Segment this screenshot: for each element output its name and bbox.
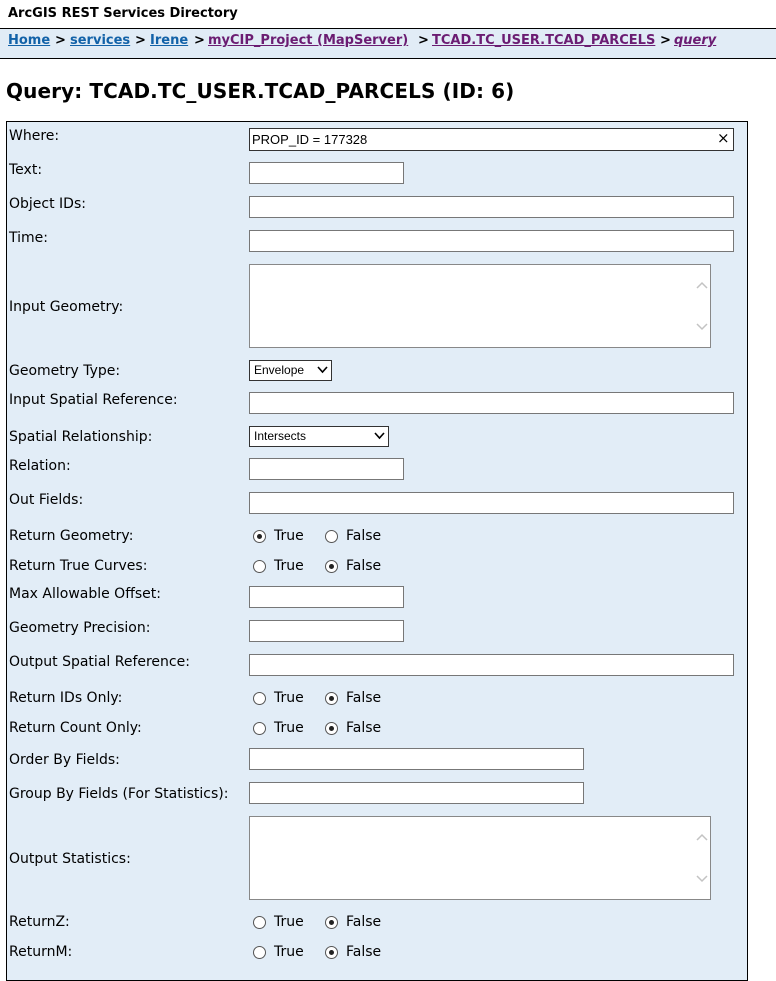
breadcrumb-service-link[interactable]: myCIP_Project (MapServer) bbox=[208, 33, 409, 48]
return-z-true-radio[interactable] bbox=[253, 916, 266, 929]
breadcrumb-query-link[interactable]: query bbox=[674, 33, 717, 48]
geometry-type-value: Envelope bbox=[254, 363, 305, 377]
breadcrumb bbox=[0, 29, 776, 59]
return-true-curves-label: Return True Curves: bbox=[9, 558, 148, 574]
return-true-curves-false-label: False bbox=[346, 558, 382, 574]
text-input[interactable] bbox=[249, 162, 404, 184]
group-by-label: Group By Fields (For Statistics): bbox=[9, 786, 229, 802]
clear-icon[interactable]: × bbox=[717, 129, 730, 147]
return-ids-only-true-label: True bbox=[274, 690, 304, 706]
chevron-down-icon bbox=[317, 366, 328, 374]
breadcrumb-separator: > bbox=[55, 33, 66, 48]
scroll-up-icon[interactable] bbox=[696, 833, 708, 841]
breadcrumb-separator: > bbox=[135, 33, 146, 48]
output-statistics-label: Output Statistics: bbox=[9, 851, 131, 867]
return-z-false-radio[interactable] bbox=[325, 916, 338, 929]
return-count-only-true-label: True bbox=[274, 720, 304, 736]
breadcrumb-separator: > bbox=[194, 33, 205, 48]
return-geometry-false-label: False bbox=[346, 528, 382, 544]
order-by-input[interactable] bbox=[249, 748, 584, 770]
return-ids-only-false-radio[interactable] bbox=[325, 692, 338, 705]
scrollbar[interactable] bbox=[693, 817, 710, 899]
text-label: Text: bbox=[9, 162, 43, 178]
return-z-true-label: True bbox=[274, 914, 304, 930]
app-title: ArcGIS REST Services Directory bbox=[8, 6, 238, 21]
input-sr-label: Input Spatial Reference: bbox=[9, 392, 178, 408]
object-ids-input[interactable] bbox=[249, 196, 734, 218]
breadcrumb-separator: > bbox=[660, 33, 671, 48]
output-statistics-textarea[interactable] bbox=[249, 816, 711, 900]
scroll-up-icon[interactable] bbox=[696, 281, 708, 289]
return-count-only-true-radio[interactable] bbox=[253, 722, 266, 735]
time-label: Time: bbox=[9, 230, 48, 246]
return-ids-only-false-label: False bbox=[346, 690, 382, 706]
spatial-rel-value: Intersects bbox=[254, 429, 307, 443]
relation-input[interactable] bbox=[249, 458, 404, 480]
return-m-label: ReturnM: bbox=[9, 944, 73, 960]
input-geometry-label: Input Geometry: bbox=[9, 299, 124, 315]
return-m-false-label: False bbox=[346, 944, 382, 960]
return-z-false-label: False bbox=[346, 914, 382, 930]
return-count-only-false-radio[interactable] bbox=[325, 722, 338, 735]
spatial-rel-select[interactable] bbox=[249, 426, 389, 447]
breadcrumb-layer-link[interactable]: TCAD.TC_USER.TCAD_PARCELS bbox=[432, 33, 656, 48]
output-sr-input[interactable] bbox=[249, 654, 734, 676]
return-count-only-label: Return Count Only: bbox=[9, 720, 142, 736]
return-z-label: ReturnZ: bbox=[9, 914, 70, 930]
input-geometry-textarea[interactable] bbox=[249, 264, 711, 348]
out-fields-label: Out Fields: bbox=[9, 492, 84, 508]
return-true-curves-true-radio[interactable] bbox=[253, 560, 266, 573]
object-ids-label: Object IDs: bbox=[9, 196, 86, 212]
breadcrumb-home-link[interactable]: Home bbox=[8, 33, 51, 48]
scrollbar[interactable] bbox=[693, 265, 710, 347]
where-label: Where: bbox=[9, 128, 60, 144]
return-ids-only-label: Return IDs Only: bbox=[9, 690, 123, 706]
return-m-true-radio[interactable] bbox=[253, 946, 266, 959]
chevron-down-icon bbox=[374, 432, 385, 440]
page-title: Query: TCAD.TC_USER.TCAD_PARCELS (ID: 6) bbox=[6, 79, 515, 103]
return-ids-only-true-radio[interactable] bbox=[253, 692, 266, 705]
breadcrumb-separator: > bbox=[418, 33, 429, 48]
return-true-curves-true-label: True bbox=[274, 558, 304, 574]
relation-label: Relation: bbox=[9, 458, 71, 474]
spatial-rel-label: Spatial Relationship: bbox=[9, 429, 153, 445]
return-true-curves-false-radio[interactable] bbox=[325, 560, 338, 573]
return-m-true-label: True bbox=[274, 944, 304, 960]
order-by-label: Order By Fields: bbox=[9, 752, 120, 768]
top-header bbox=[0, 0, 776, 29]
return-geometry-false-radio[interactable] bbox=[325, 530, 338, 543]
geometry-precision-label: Geometry Precision: bbox=[9, 620, 151, 636]
return-geometry-true-radio[interactable] bbox=[253, 530, 266, 543]
time-input[interactable] bbox=[249, 230, 734, 252]
where-input[interactable] bbox=[249, 128, 734, 151]
return-count-only-false-label: False bbox=[346, 720, 382, 736]
scroll-down-icon[interactable] bbox=[696, 875, 708, 883]
scroll-down-icon[interactable] bbox=[696, 323, 708, 331]
out-fields-input[interactable] bbox=[249, 492, 734, 514]
geometry-type-label: Geometry Type: bbox=[9, 363, 121, 379]
geometry-type-select[interactable] bbox=[249, 360, 332, 381]
return-geometry-label: Return Geometry: bbox=[9, 528, 134, 544]
return-geometry-true-label: True bbox=[274, 528, 304, 544]
output-sr-label: Output Spatial Reference: bbox=[9, 654, 190, 670]
input-sr-input[interactable] bbox=[249, 392, 734, 414]
geometry-precision-input[interactable] bbox=[249, 620, 404, 642]
breadcrumb-services-link[interactable]: services bbox=[70, 33, 131, 48]
query-form bbox=[6, 121, 748, 981]
breadcrumb-folder-link[interactable]: Irene bbox=[150, 33, 189, 48]
return-m-false-radio[interactable] bbox=[325, 946, 338, 959]
max-offset-input[interactable] bbox=[249, 586, 404, 608]
group-by-input[interactable] bbox=[249, 782, 584, 804]
max-offset-label: Max Allowable Offset: bbox=[9, 586, 161, 602]
